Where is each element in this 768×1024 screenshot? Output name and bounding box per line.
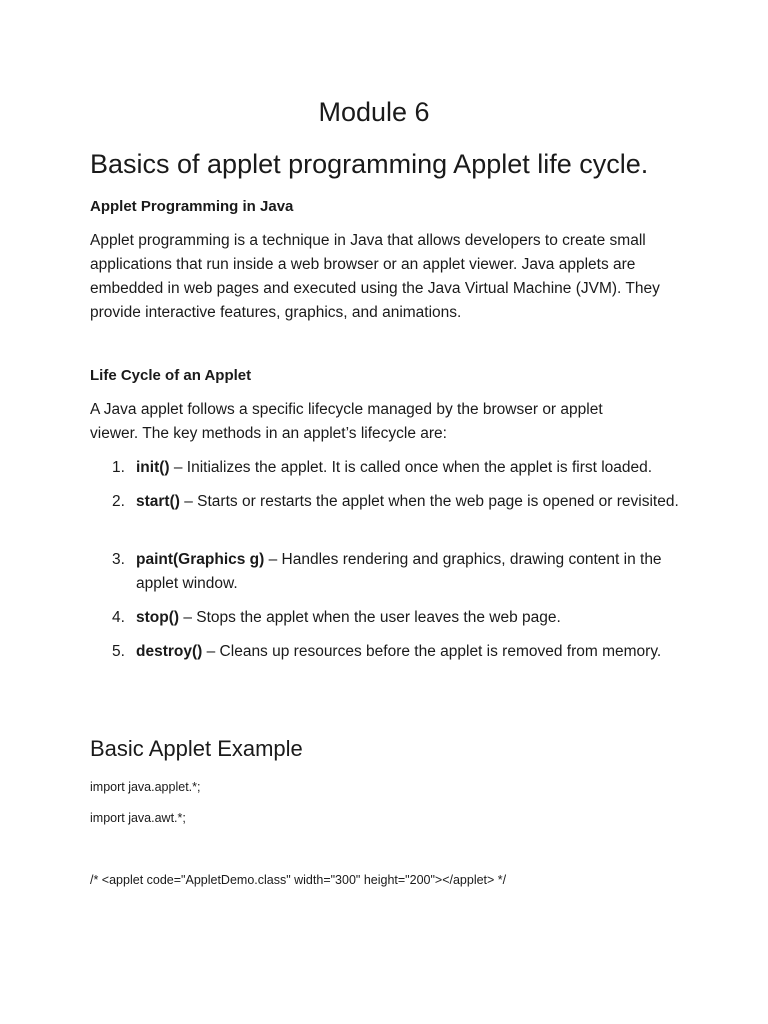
method-description: – Starts or restarts the applet when the web page is opened or revisited.	[179, 493, 679, 510]
list-item-number: 4.	[112, 609, 125, 626]
list-item	[112, 606, 682, 630]
section-heading-life-cycle: Life Cycle of an Applet	[90, 367, 252, 384]
list-item	[112, 548, 682, 596]
method-description: – Stops the applet when the user leaves the web page.	[179, 609, 561, 626]
module-title-text: Module 6	[318, 97, 430, 127]
module-title	[0, 94, 768, 130]
list-item-number: 1.	[112, 459, 125, 476]
list-item-text	[136, 490, 682, 514]
method-name: paint(Graphics g)	[136, 551, 265, 568]
main-heading: Basics of applet programming Applet life cycle.	[90, 149, 649, 179]
method-description: – Handles rendering and graphics, drawing content in the applet window.	[136, 551, 662, 592]
section-heading-basic-example: Basic Applet Example	[90, 736, 303, 761]
method-description: – Initializes the applet. It is called once when the applet is first loaded.	[169, 459, 653, 476]
method-name: destroy()	[136, 643, 203, 660]
list-item	[112, 456, 682, 480]
list-item	[112, 490, 682, 514]
list-item-number: 2.	[112, 493, 125, 510]
list-item	[112, 640, 682, 664]
list-item-text	[136, 640, 682, 664]
list-item-number: 5.	[112, 643, 125, 660]
code-line: import java.applet.*;	[90, 780, 201, 794]
code-line: import java.awt.*;	[90, 811, 186, 825]
method-name: start()	[136, 493, 180, 510]
applet-programming-paragraph: Applet programming is a technique in Java that allows developers to create small applications that run inside a web browser or an applet viewer. Java applets are embedded in web pages and executed using the Java Virtual Machine (JVM). They provide interactive features, graphics, and animations.	[90, 232, 660, 321]
section-heading-applet-programming: Applet Programming in Java	[90, 198, 294, 215]
code-line: /* <applet code="AppletDemo.class" width="300" height="200"></applet> */	[90, 873, 507, 887]
list-item-text	[136, 548, 682, 596]
method-description: – Cleans up resources before the applet is removed from memory.	[202, 643, 662, 660]
method-name: init()	[136, 459, 170, 476]
list-item-number: 3.	[112, 551, 125, 568]
list-item-text	[136, 606, 682, 630]
list-item-text	[136, 456, 682, 480]
method-name: stop()	[136, 609, 180, 626]
life-cycle-intro-paragraph: A Java applet follows a specific lifecycle managed by the browser or applet viewer. The key methods in an applet’s lifecycle are:	[90, 401, 603, 442]
